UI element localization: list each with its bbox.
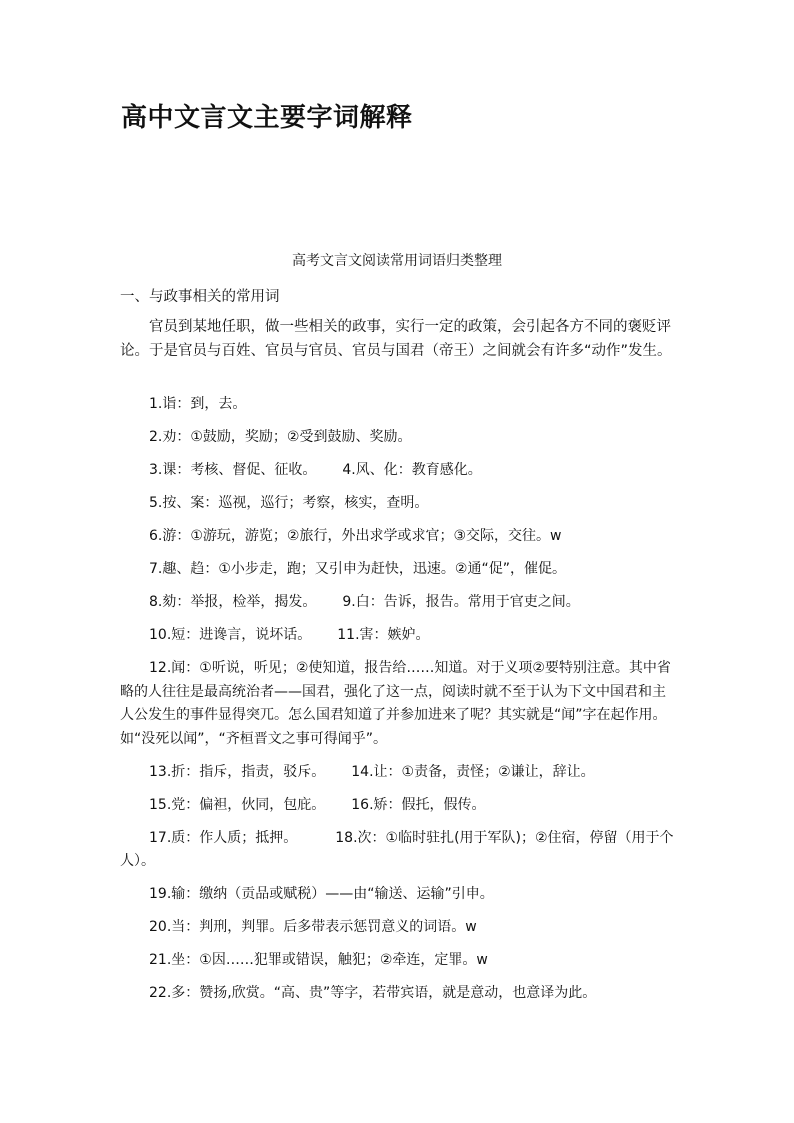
vocabulary-entry — [120, 525, 676, 549]
vocabulary-entry — [120, 949, 676, 973]
entry-text: 15.党：偏袒，伙同，包庇。 — [149, 796, 326, 813]
section-heading: 一、与政事相关的常用词 — [120, 289, 280, 305]
vocabulary-entry — [120, 982, 676, 1006]
vocabulary-entry — [120, 624, 676, 648]
entry-text-second: 4.风、化：教育感化。 — [342, 462, 482, 478]
entry-text: 1.诣：到，去。 — [149, 396, 247, 412]
vocabulary-entry — [120, 794, 676, 818]
entry-text: 6.游：①游玩，游览；②旅行，外出求学或求官；③交际，交往。w — [149, 528, 562, 544]
document-title: 高中文言文主要字词解释 — [121, 103, 413, 133]
vocabulary-entry — [120, 761, 676, 785]
vocabulary-entry — [120, 558, 676, 582]
vocabulary-entry — [120, 492, 676, 516]
entry-text: 7.趣、趋：①小步走，跑；又引申为赶快，迅速。②通“促”，催促。 — [149, 561, 566, 577]
vocabulary-list — [120, 393, 676, 1015]
vocabulary-entry — [120, 916, 676, 940]
vocabulary-entry — [120, 426, 676, 450]
entry-text: 21.坐：①因……犯罪或错误，触犯；②牵连，定罪。w — [149, 952, 488, 968]
vocabulary-entry — [120, 657, 676, 751]
entry-text: 2.劝：①鼓励，奖励；②受到鼓励、奖励。 — [149, 429, 412, 445]
entry-text: 13.折：指斥，指责，驳斥。 — [149, 763, 326, 780]
vocabulary-entry — [120, 459, 676, 483]
entry-text-second: 9.白：告诉，报告。常用于官吏之间。 — [342, 594, 580, 610]
entry-text: 12.闻：①听说，听见；②使知道，报告给……知道。对于义项②要特别注意。其中省略的人往往是最高统治者——国君，强化了这一点，阅读时就不至于认为下文中国君和主人公发生的事件显得突兀。怎么国君知道了并参加进来了呢？其实就是“闻”字在起作用。如“没死以闻”，“齐桓晋文之事可得闻乎”。 — [120, 660, 671, 747]
intro-paragraph: 官员到某地任职，做一些相关的政事，实行一定的政策，会引起各方不同的褒贬评论。于是官员与百姓、官员与官员、官员与国君（帝王）之间就会有许多“动作”发生。 — [120, 319, 672, 359]
entry-text: 17.质：作人质；抵押。 — [149, 829, 298, 846]
entry-text: 8.劾：举报，检举，揭发。 — [149, 594, 317, 610]
vocabulary-entry — [120, 827, 676, 874]
entry-text: 22.多：赞扬,欣赏。“高、贵”等字，若带宾语，就是意动，也意译为此。 — [149, 985, 597, 1001]
document-subtitle: 高考文言文阅读常用词语归类整理 — [292, 253, 502, 269]
entry-text: 19.输：缴纳（贡品或赋税）——由“输送、运输”引申。 — [149, 886, 494, 902]
entry-text: 5.按、案：巡视，巡行；考察，核实，查明。 — [149, 495, 429, 511]
entry-text-second: 16.矫：假托，假传。 — [351, 796, 486, 813]
vocabulary-entry — [120, 883, 676, 907]
entry-text-second: 14.让：①责备，责怪；②谦让，辞让。 — [351, 763, 595, 780]
entry-text: 3.课：考核、督促、征收。 — [149, 462, 317, 478]
entry-text-second: 11.害：嫉妒。 — [337, 627, 430, 643]
entry-text: 10.短：进谗言，说坏话。 — [149, 627, 312, 643]
vocabulary-entry — [120, 393, 676, 417]
entry-text-second: 18.次：①临时驻扎(用于军队)；②住宿，停留（用于个人）。 — [120, 829, 674, 869]
vocabulary-entry — [120, 591, 676, 615]
entry-text: 20.当：判刑，判罪。后多带表示惩罚意义的词语。w — [149, 919, 477, 935]
